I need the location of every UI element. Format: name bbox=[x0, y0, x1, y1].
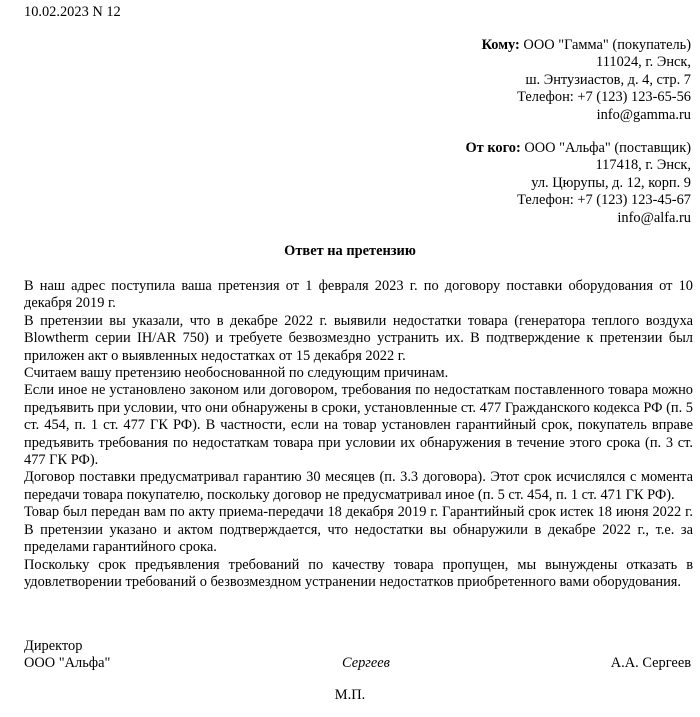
recipient-phone: Телефон: +7 (123) 123-65-56 bbox=[517, 89, 691, 106]
sender-address-line: 117418, г. Энск, bbox=[595, 157, 691, 174]
paragraph-legal-basis: Если иное не установлено законом или договором, требования по недостаткам поставленного товара можно предъявить при условии, что они обнаружены в сроки, установленные ст. 477 Гражданского кодекса РФ (п. 5 ст. 454, п. 1 ст. 477 ГК РФ). В частности, если на товар установлен гарантийный срок, покупатель вправе предъявить требования по недостаткам товара при условии их обнаружения в течение этого срока (п. 3 ст. 477 ГК РФ). bbox=[24, 382, 693, 469]
paragraph-warranty-expired: Товар был передан вам по акту приема-передачи 18 декабря 2019 г. Гарантийный срок истек 18 июня 2022 г. В претензии указано и актом подтверждается, что недостатки вы обнаружили в декабре 2022 г., т.е. за пределами гарантийного срока. bbox=[24, 504, 693, 556]
document-date-number: 10.02.2023 N 12 bbox=[24, 4, 121, 20]
recipient-name-line bbox=[291, 37, 691, 54]
signatory-name: А.А. Сергеев bbox=[610, 655, 691, 671]
recipient-email: info@gamma.ru bbox=[596, 106, 691, 123]
sender-block bbox=[291, 140, 691, 227]
recipient-street-line: ш. Энтузиастов, д. 4, стр. 7 bbox=[525, 71, 691, 88]
recipient-name: ООО "Гамма" (покупатель) bbox=[519, 37, 691, 53]
signature-organization: ООО "Альфа" bbox=[24, 655, 111, 671]
paragraph-claim-received: В наш адрес поступила ваша претензия от 1 февраля 2023 г. по договору поставки оборудования от 10 декабря 2019 г. bbox=[24, 278, 693, 312]
recipient-address-line: 111024, г. Энск, bbox=[596, 54, 691, 71]
paragraph-refusal: Поскольку срок предъявления требований по качеству товара пропущен, мы вынуждены отказать в удовлетворении требований о безвозмездном устранении недостатков приобретенного вами оборудования. bbox=[24, 556, 693, 590]
sender-name: ООО "Альфа" (поставщик) bbox=[520, 140, 691, 156]
sender-label: От кого: bbox=[465, 140, 521, 156]
sender-name-line bbox=[291, 140, 691, 157]
stamp-placeholder: М.П. bbox=[334, 687, 366, 703]
sender-phone: Телефон: +7 (123) 123-45-67 bbox=[517, 192, 691, 209]
recipient-block bbox=[291, 37, 691, 124]
signature-role: Директор bbox=[24, 638, 83, 654]
sender-street-line: ул. Цюрупы, д. 12, корп. 9 bbox=[531, 174, 691, 191]
document-title: Ответ на претензию bbox=[284, 243, 416, 259]
handwritten-signature: Сергеев bbox=[342, 655, 390, 671]
recipient-label: Кому: bbox=[481, 37, 520, 53]
sender-email: info@alfa.ru bbox=[617, 209, 691, 226]
document-body bbox=[24, 278, 693, 591]
paragraph-unfounded: Считаем вашу претензию необоснованной по следующим причинам. bbox=[24, 365, 449, 382]
paragraph-warranty-term: Договор поставки предусматривал гарантию 30 месяцев (п. 3.3 договора). Этот срок исчислялся с момента передачи товара покупателю, поскольку договор не предусматривал иное (п. 5 ст. 454, п. 1 ст. 471 ГК РФ). bbox=[24, 469, 693, 503]
paragraph-claim-details: В претензии вы указали, что в декабре 2022 г. выявили недостатки товара (генератора теплого воздуха Blowtherm серии IH/AR 750) и требуете безвозмездно устранить их. В подтверждение к претензии был приложен акт о выявленных недостатках от 15 декабря 2022 г. bbox=[24, 312, 693, 364]
